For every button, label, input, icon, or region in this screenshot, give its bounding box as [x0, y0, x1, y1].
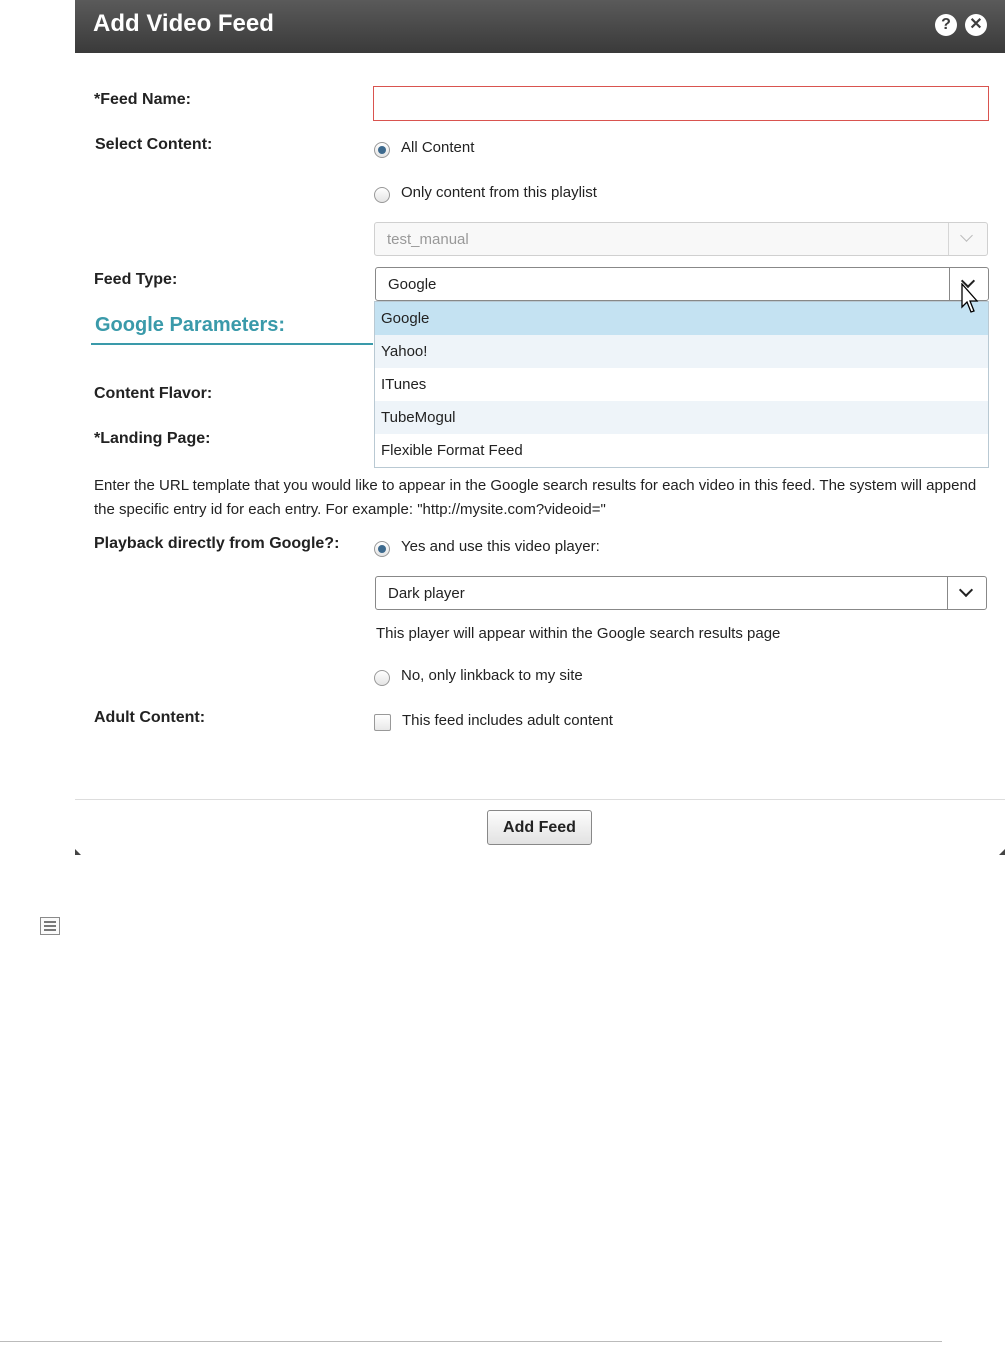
mouse-pointer-icon — [961, 283, 981, 315]
chevron-down-icon — [960, 229, 973, 242]
adult-content-checkbox[interactable] — [374, 714, 391, 731]
corner-resize-left-icon — [75, 849, 81, 855]
page-divider — [0, 1341, 942, 1342]
feed-type-select[interactable] — [375, 267, 989, 301]
yes-player-radio[interactable] — [374, 541, 390, 557]
all-content-radio[interactable] — [374, 142, 390, 158]
content-flavor-label: Content Flavor: — [94, 385, 213, 402]
feed-name-input[interactable] — [373, 86, 989, 121]
only-playlist-label[interactable]: Only content from this playlist — [401, 184, 597, 201]
player-note: This player will appear within the Google search results page — [376, 625, 781, 642]
dropdown-option-itunes[interactable]: ITunes — [381, 376, 427, 393]
feed-type-dropdown-list — [374, 301, 989, 468]
player-dropdown-button[interactable] — [947, 577, 986, 609]
player-select[interactable] — [375, 576, 987, 610]
dropdown-option-flexible-format-feed[interactable]: Flexible Format Feed — [381, 442, 523, 459]
yes-player-label[interactable]: Yes and use this video player: — [401, 538, 600, 555]
section-divider — [91, 343, 373, 345]
feed-type-select-value: Google — [388, 276, 437, 293]
feed-type-label: Feed Type: — [94, 271, 178, 288]
only-playlist-radio[interactable] — [374, 187, 390, 203]
corner-resize-right-icon[interactable] — [999, 849, 1005, 855]
add-feed-button[interactable]: Add Feed — [487, 810, 592, 845]
playlist-dropdown-button[interactable] — [948, 223, 987, 255]
close-icon[interactable]: ✕ — [965, 14, 987, 36]
help-icon[interactable]: ? — [935, 14, 957, 36]
player-select-value: Dark player — [388, 585, 465, 602]
dropdown-option-yahoo[interactable]: Yahoo! — [375, 335, 988, 368]
feed-name-label: *Feed Name: — [94, 91, 191, 108]
add-video-feed-dialog — [75, 0, 1005, 855]
dropdown-option-tubemogul[interactable]: TubeMogul — [375, 401, 988, 434]
google-parameters-title: Google Parameters: — [95, 314, 286, 336]
playlist-select-value: test_manual — [387, 231, 469, 248]
dialog-title: Add Video Feed — [93, 10, 274, 37]
dialog-titlebar — [75, 0, 1005, 53]
dropdown-option-google[interactable]: Google — [375, 302, 988, 335]
landing-page-help-text: Enter the URL template that you would like to appear in the Google search results for each video in this feed. The system will append the specific entry id for each entry. For example: "http://mysite.com?videoid=" — [94, 477, 977, 518]
no-linkback-radio[interactable] — [374, 670, 390, 686]
no-linkback-label[interactable]: No, only linkback to my site — [401, 667, 583, 684]
all-content-label[interactable]: All Content — [401, 139, 475, 156]
adult-content-checkbox-label[interactable]: This feed includes adult content — [402, 712, 613, 729]
list-icon[interactable] — [40, 917, 60, 935]
chevron-down-icon — [959, 583, 973, 597]
select-content-label: Select Content: — [95, 136, 213, 153]
playlist-select[interactable] — [374, 222, 988, 256]
adult-content-label: Adult Content: — [94, 709, 206, 726]
footer-divider — [75, 799, 1005, 800]
landing-page-label: *Landing Page: — [94, 430, 211, 447]
playback-label: Playback directly from Google?: — [94, 535, 340, 552]
